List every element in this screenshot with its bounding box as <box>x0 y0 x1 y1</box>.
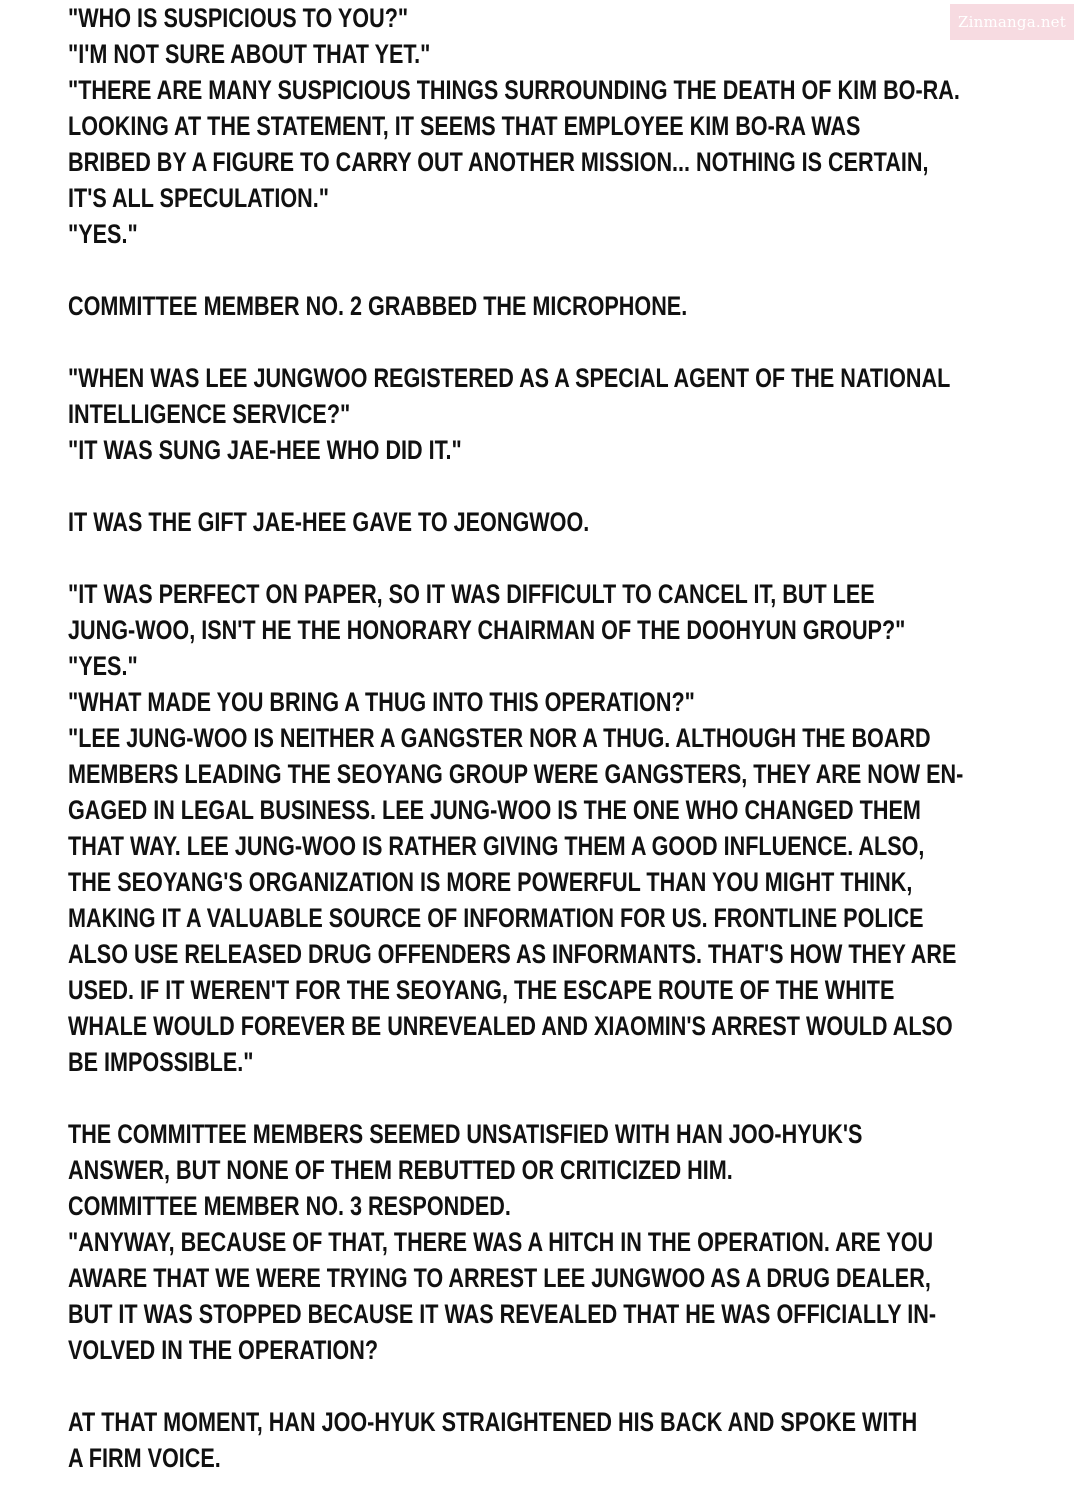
text-line: INTELLIGENCE SERVICE?" <box>68 399 351 429</box>
text-line: ANSWER, BUT NONE OF THEM REBUTTED OR CRITICIZED HIM. <box>68 1155 733 1185</box>
text-line: "ANYWAY, BECAUSE OF THAT, THERE WAS A HITCH IN THE OPERATION. ARE YOU <box>68 1227 934 1257</box>
text-line: "WHO IS SUSPICIOUS TO YOU?" <box>68 3 409 33</box>
text-line: "LEE JUNG-WOO IS NEITHER A GANGSTER NOR A THUG. ALTHOUGH THE BOARD <box>68 723 931 753</box>
text-line: "WHAT MADE YOU BRING A THUG INTO THIS OPERATION?" <box>68 687 695 717</box>
text-line: WHALE WOULD FOREVER BE UNREVEALED AND XIAOMIN'S ARREST WOULD ALSO <box>68 1011 953 1041</box>
paragraph-gap <box>68 540 868 576</box>
text-line: ALSO USE RELEASED DRUG OFFENDERS AS INFORMANTS. THAT'S HOW THEY ARE <box>68 939 957 969</box>
paragraph-gap <box>68 1080 868 1116</box>
text-line: "IT WAS PERFECT ON PAPER, SO IT WAS DIFFICULT TO CANCEL IT, BUT LEE <box>68 579 875 609</box>
text-line: GAGED IN LEGAL BUSINESS. LEE JUNG-WOO IS THE ONE WHO CHANGED THEM <box>68 795 921 825</box>
text-line: BUT IT WAS STOPPED BECAUSE IT WAS REVEALED THAT HE WAS OFFICIALLY IN- <box>68 1299 937 1329</box>
text-line: "THERE ARE MANY SUSPICIOUS THINGS SURROUNDING THE DEATH OF KIM BO-RA. <box>68 75 960 105</box>
text-line: "WHEN WAS LEE JUNGWOO REGISTERED AS A SPECIAL AGENT OF THE NATIONAL <box>68 363 951 393</box>
text-line: THAT WAY. LEE JUNG-WOO IS RATHER GIVING THEM A GOOD INFLUENCE. ALSO, <box>68 831 925 861</box>
text-line: "YES." <box>68 219 138 249</box>
story-text <box>68 0 964 1476</box>
paragraph-gap <box>68 468 868 504</box>
text-line: LOOKING AT THE STATEMENT, IT SEEMS THAT EMPLOYEE KIM BO-RA WAS <box>68 111 861 141</box>
text-line: THE SEOYANG'S ORGANIZATION IS MORE POWERFUL THAN YOU MIGHT THINK, <box>68 867 913 897</box>
paragraph-gap <box>68 1368 868 1404</box>
text-line: IT'S ALL SPECULATION." <box>68 183 329 213</box>
text-line: "IT WAS SUNG JAE-HEE WHO DID IT." <box>68 435 462 465</box>
site-watermark: Zinmanga.net <box>950 4 1074 40</box>
text-line: JUNG-WOO, ISN'T HE THE HONORARY CHAIRMAN OF THE DOOHYUN GROUP?" <box>68 615 906 645</box>
paragraph-gap <box>68 252 868 288</box>
text-line: A FIRM VOICE. <box>68 1443 221 1473</box>
text-line: MEMBERS LEADING THE SEOYANG GROUP WERE GANGSTERS, THEY ARE NOW EN- <box>68 759 964 789</box>
text-line: BRIBED BY A FIGURE TO CARRY OUT ANOTHER MISSION... NOTHING IS CERTAIN, <box>68 147 929 177</box>
text-line: MAKING IT A VALUABLE SOURCE OF INFORMATION FOR US. FRONTLINE POLICE <box>68 903 924 933</box>
text-line: "I'M NOT SURE ABOUT THAT YET." <box>68 39 431 69</box>
text-line: COMMITTEE MEMBER NO. 3 RESPONDED. <box>68 1191 511 1221</box>
text-line: IT WAS THE GIFT JAE-HEE GAVE TO JEONGWOO. <box>68 507 590 537</box>
text-line: BE IMPOSSIBLE." <box>68 1047 254 1077</box>
text-line: AT THAT MOMENT, HAN JOO-HYUK STRAIGHTENED HIS BACK AND SPOKE WITH <box>68 1407 918 1437</box>
paragraph-gap <box>68 324 868 360</box>
text-line: "YES." <box>68 651 138 681</box>
text-line: VOLVED IN THE OPERATION? <box>68 1335 379 1365</box>
text-line: COMMITTEE MEMBER NO. 2 GRABBED THE MICROPHONE. <box>68 291 688 321</box>
text-line: THE COMMITTEE MEMBERS SEEMED UNSATISFIED WITH HAN JOO-HYUK'S <box>68 1119 863 1149</box>
text-line: USED. IF IT WEREN'T FOR THE SEOYANG, THE ESCAPE ROUTE OF THE WHITE <box>68 975 895 1005</box>
text-line: AWARE THAT WE WERE TRYING TO ARREST LEE JUNGWOO AS A DRUG DEALER, <box>68 1263 931 1293</box>
